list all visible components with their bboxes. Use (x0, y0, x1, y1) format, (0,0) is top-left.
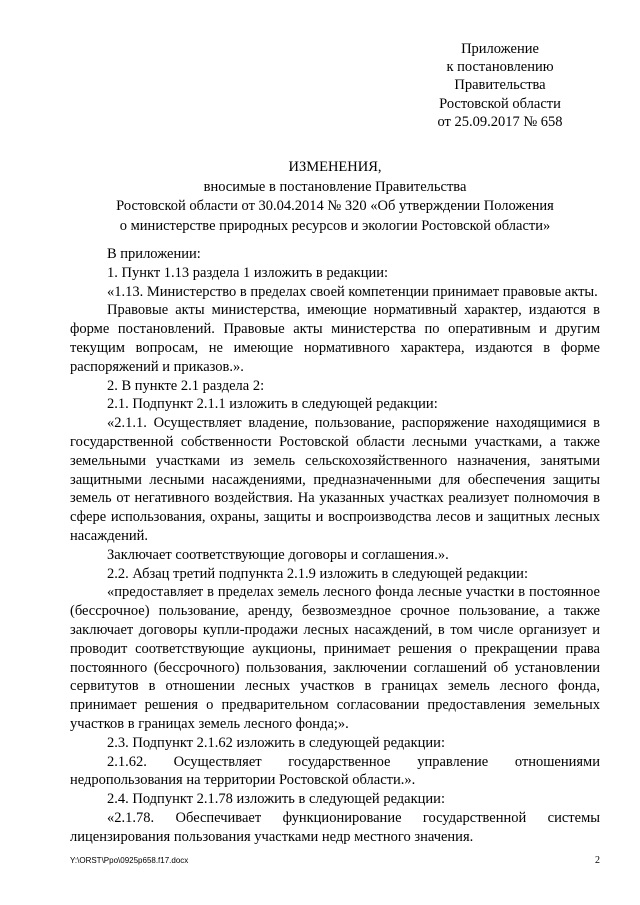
appendix-line: Ростовской области (439, 95, 561, 112)
document-title: ИЗМЕНЕНИЯ, (288, 159, 382, 175)
paragraph: «предоставляет в пределах земель лесного фонда лесные участки в постоянное (бессрочное) пользование, аренду, безвозмездное срочное пользование, а также заключает договоры купли-продажи лесных насаждений, в том числе организует и проводит соответствующие аукционы, принимает решения о прекращении права постоянного (бессрочного) пользования, заключении соглашений об установлении сервитутов в отношении лесных участков в границах земель лесного фонда, принимает решения о предварительном согласовании предоставления земельных участков в границах земель лесного фонда;». (70, 584, 600, 732)
paragraph: «2.1.1. Осуществляет владение, пользование, распоряжение находящимися в государственной собственности Ростовской области лесными участками, а также земельными участками из земель сельскохозяйственного назначения, занятыми защитными лесными насаждениями, предназначенными для обеспечения защиты земель от негативного воздействия. На указанных участках реализует полномочия в сфере использования, охраны, защиты и воспроизводства лесов и защитных лесных насаждений. (70, 415, 600, 544)
file-path: Y:\ORST\Ppo\0925p658.f17.docx (70, 856, 189, 865)
appendix-block (420, 40, 580, 131)
paragraph: 2.2. Абзац третий подпункта 2.1.9 изложить в следующей редакции: (107, 565, 528, 582)
document-subtitle-line: вносимые в постановление Правительства (203, 178, 467, 195)
document-body (70, 245, 600, 847)
paragraph: «2.1.78. Обеспечивает функционирование государственной системы лицензирования пользования участками недр местного значения. (70, 809, 600, 845)
paragraph: 2. В пункте 2.1 раздела 2: (107, 377, 265, 394)
paragraph: «1.13. Министерство в пределах своей компетенции принимает правовые акты. (107, 283, 598, 300)
document-heading (70, 158, 600, 236)
page-number: 2 (595, 855, 600, 866)
paragraph: В приложении: (107, 246, 201, 262)
paragraph: 2.1.62. Осуществляет государственное управление отношениями недропользования на территории Ростовской области.». (70, 753, 600, 789)
document-subtitle-line: о министерстве природных ресурсов и экологии Ростовской области» (119, 217, 551, 234)
appendix-line: Правительства (454, 77, 546, 94)
appendix-line: к постановлению (446, 59, 554, 76)
paragraph: Заключает соответствующие договоры и соглашения.». (107, 546, 449, 563)
paragraph: 2.1. Подпункт 2.1.1 изложить в следующей редакции: (107, 396, 438, 413)
appendix-line: от 25.09.2017 № 658 (437, 113, 563, 130)
paragraph: 1. Пункт 1.13 раздела 1 изложить в редакции: (107, 264, 389, 281)
appendix-line: Приложение (461, 41, 539, 57)
document-subtitle-line: Ростовской области от 30.04.2014 № 320 «Об утверждении Положения (116, 198, 554, 214)
paragraph: 2.3. Подпункт 2.1.62 изложить в следующей редакции: (107, 734, 445, 751)
paragraph: Правовые акты министерства, имеющие нормативный характер, издаются в форме постановлений. Правовые акты министерства по оперативным и другим текущим вопросам, не имеющие нормативного характера, издаются в форме распоряжений и приказов.». (70, 302, 600, 375)
paragraph: 2.4. Подпункт 2.1.78 изложить в следующей редакции: (107, 791, 445, 808)
